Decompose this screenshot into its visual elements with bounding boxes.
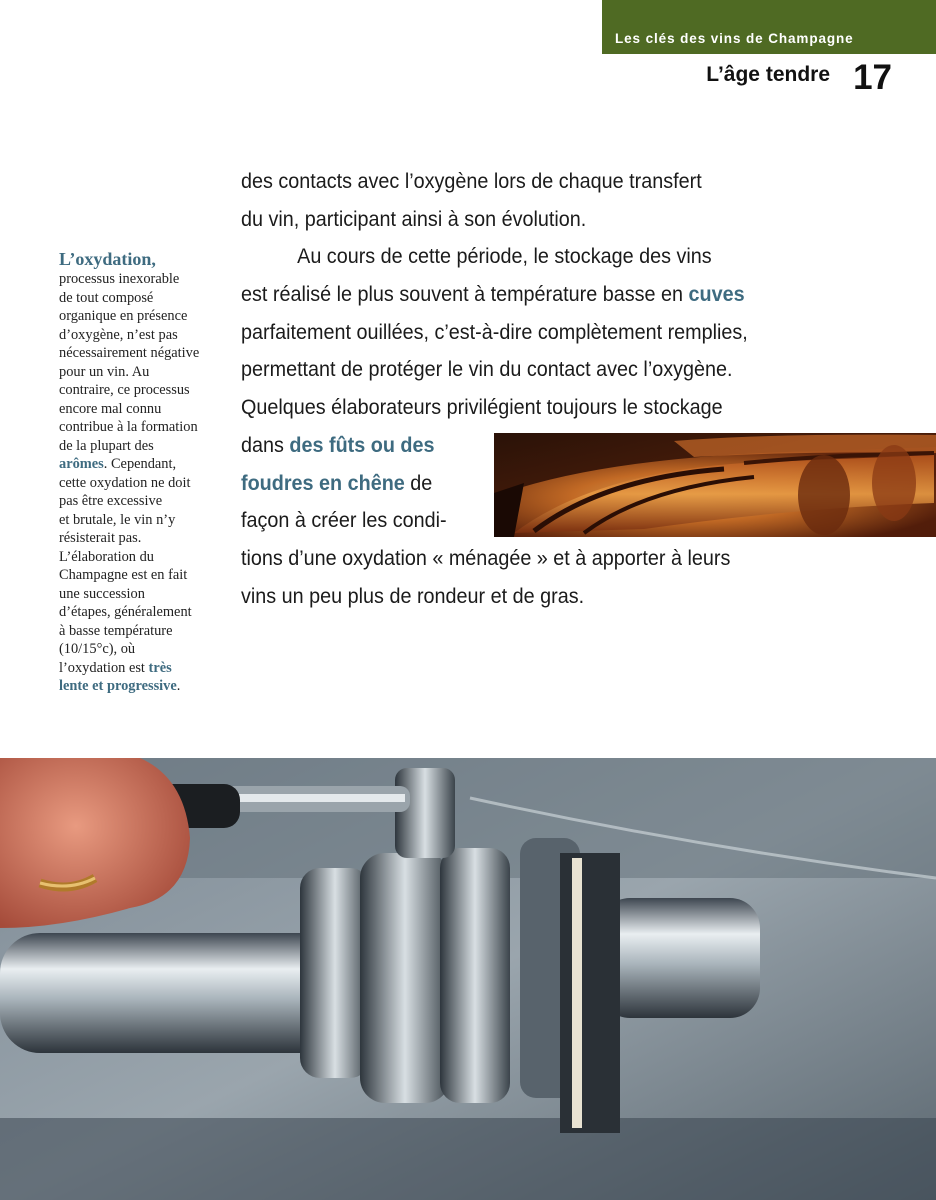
- sidenote-line: résisterait pas.: [59, 530, 142, 546]
- sidenote-line: pour un vin. Au: [59, 363, 150, 380]
- highlight-term: cuves: [688, 282, 745, 307]
- sidenote-line: nécessairement négative: [59, 345, 200, 361]
- sidenote-term: L’oxydation,: [59, 249, 156, 269]
- sidenote-line: [59, 677, 229, 696]
- body-line: parfaitement ouillées, c’est-à-dire complètement remplies,: [241, 319, 748, 344]
- body-line: façon à créer les condi-: [241, 508, 447, 533]
- sidenote-text: l’oxydation est: [59, 659, 149, 676]
- body-text: est réalisé le plus souvent à température basse en: [241, 282, 689, 307]
- sidenote-oxydation: [59, 248, 229, 696]
- sidenote-line: contraire, ce processus: [59, 382, 190, 398]
- sidenote-line: d’oxygène, n’est pas: [59, 326, 178, 343]
- sidenote-line: organique en présence: [59, 308, 188, 324]
- sidenote-line: cette oxydation ne doit: [59, 474, 191, 491]
- steel-valve-photo: [0, 758, 936, 1200]
- body-line: vins un peu plus de rondeur et de gras.: [241, 583, 585, 608]
- sidenote-highlight: très: [148, 659, 172, 676]
- sidenote-text: . Cependant,: [103, 456, 177, 472]
- sidenote-line: Champagne est en fait: [59, 567, 188, 583]
- collection-header: Les clés des vins de Champagne: [602, 0, 936, 54]
- highlight-term: foudres en chêne: [241, 470, 405, 495]
- body-line: Quelques élaborateurs privilégient toujours le stockage: [241, 395, 723, 420]
- body-line: du vin, participant ainsi à son évolution.: [241, 206, 587, 231]
- body-line: permettant de protéger le vin du contact avec l’oxygène.: [241, 357, 733, 382]
- body-line: tions d’une oxydation « ménagée » et à apporter à leurs: [241, 545, 731, 570]
- sidenote-line: à basse température: [59, 622, 173, 639]
- body-line: des contacts avec l’oxygène lors de chaque transfert: [241, 169, 702, 193]
- sidenote-line: L’élaboration du: [59, 548, 154, 565]
- body-text: dans: [241, 432, 290, 457]
- sidenote-line: de la plupart des: [59, 437, 154, 454]
- sidenote-line: contribue à la formation: [59, 419, 198, 435]
- sidenote-line: une succession: [59, 585, 145, 602]
- body-line: Au cours de cette période, le stockage des vins: [297, 244, 712, 269]
- page-number: 17: [853, 58, 892, 97]
- sidenote-line: encore mal connu: [59, 400, 162, 417]
- article-body: [241, 163, 876, 615]
- highlight-term: des fûts ou des: [289, 432, 435, 457]
- oak-barrels-photo: [494, 433, 936, 537]
- section-title: L’âge tendre: [706, 63, 830, 86]
- sidenote-line: et brutale, le vin n’y: [59, 511, 176, 528]
- sidenote-text: .: [176, 678, 181, 694]
- sidenote-line: [59, 455, 229, 474]
- sidenote-highlight: lente et progressive: [59, 678, 177, 694]
- body-text: de: [404, 470, 433, 495]
- sidenote-line: d’étapes, généralement: [59, 604, 192, 620]
- body-line: [241, 276, 876, 314]
- sidenote-line: (10/15°c), où: [59, 641, 136, 657]
- sidenote-line: [59, 659, 229, 678]
- sidenote-line: processus inexorable: [59, 271, 180, 287]
- sidenote-line: de tout composé: [59, 289, 154, 306]
- sidenote-line: pas être excessive: [59, 493, 163, 509]
- sidenote-highlight: arômes: [59, 456, 104, 472]
